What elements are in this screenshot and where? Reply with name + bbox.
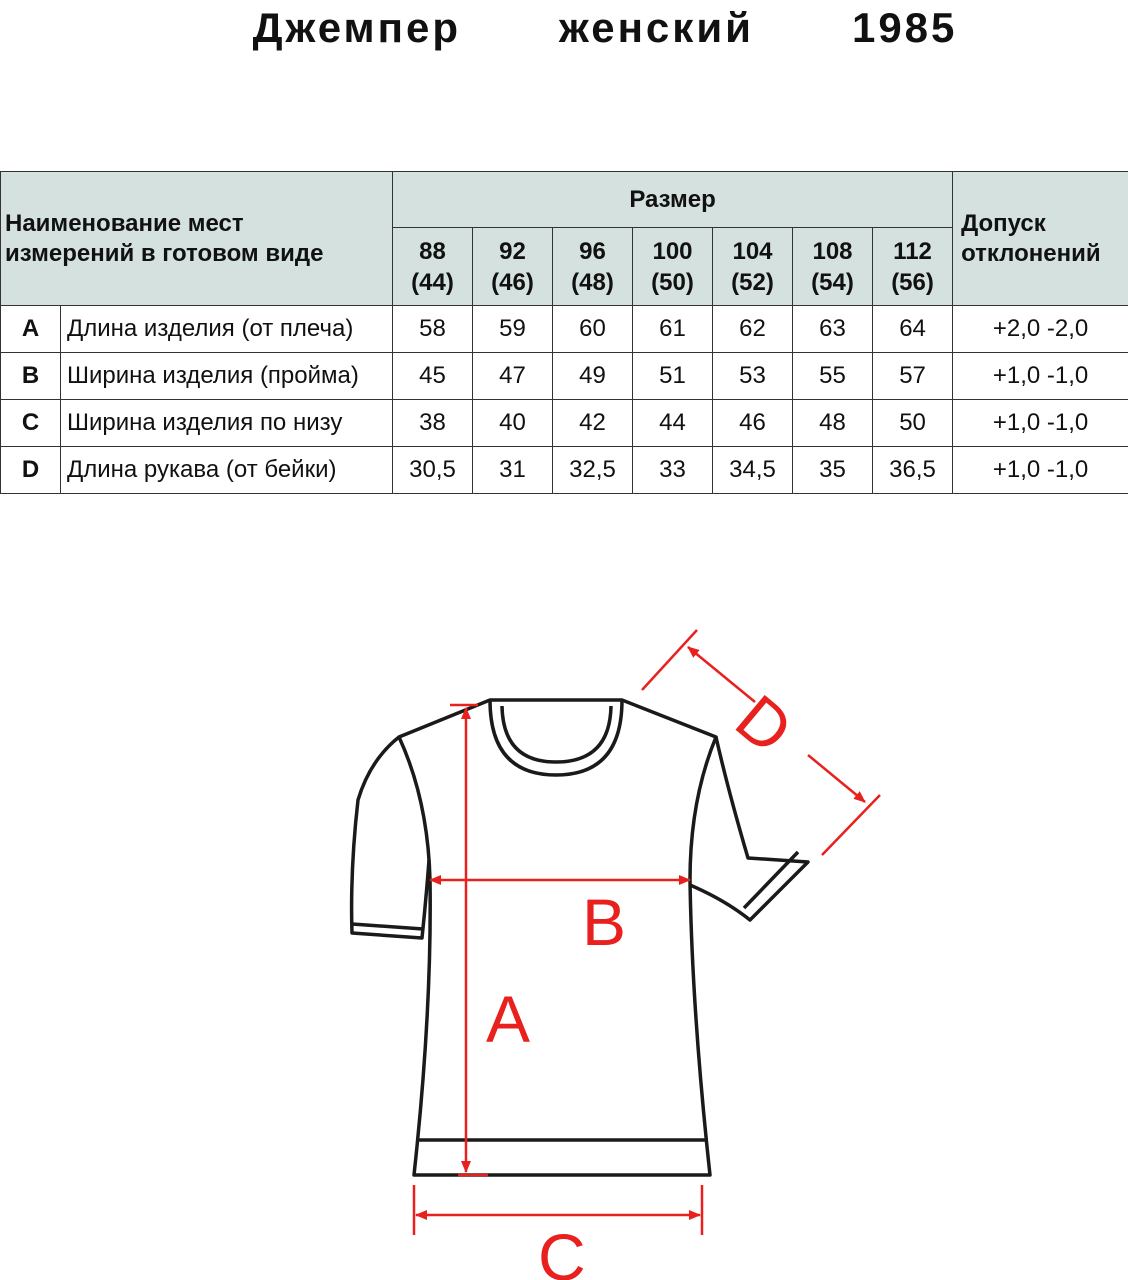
- row-value: 55: [793, 353, 873, 400]
- size-number-alt: (52): [731, 268, 774, 296]
- size-number-alt: (48): [571, 268, 614, 296]
- row-value: 47: [473, 353, 553, 400]
- size-number: 104: [732, 237, 773, 265]
- row-tolerance: +2,0 -2,0: [953, 306, 1128, 353]
- label-d: D: [722, 680, 807, 768]
- size-number-alt: (50): [651, 268, 694, 296]
- row-value: 46: [713, 400, 793, 447]
- row-value: 31: [473, 447, 553, 494]
- label-a: A: [486, 982, 531, 1056]
- row-letter: A: [1, 306, 61, 353]
- row-value: 38: [393, 400, 473, 447]
- neckline-inner: [502, 706, 611, 762]
- row-value: 34,5: [713, 447, 793, 494]
- row-value: 49: [553, 353, 633, 400]
- measure-d-extension-top: [642, 630, 697, 690]
- row-letter: D: [1, 447, 61, 494]
- size-number-alt: (54): [811, 268, 854, 296]
- row-name: Длина изделия (от плеча): [61, 306, 393, 353]
- row-value: 50: [873, 400, 953, 447]
- row-value: 45: [393, 353, 473, 400]
- size-header: Размер: [393, 172, 953, 228]
- row-value: 40: [473, 400, 553, 447]
- row-value: 57: [873, 353, 953, 400]
- jumper-outline: [352, 700, 808, 1175]
- row-value: 36,5: [873, 447, 953, 494]
- label-b: B: [582, 885, 627, 959]
- page-title: Джемпер женский 1985: [252, 4, 958, 51]
- row-value: 48: [793, 400, 873, 447]
- measurement-lines: [414, 630, 880, 1235]
- size-number-alt: (46): [491, 268, 534, 296]
- row-name: Длина рукава (от бейки): [61, 447, 393, 494]
- row-value: 35: [793, 447, 873, 494]
- row-name: Ширина изделия (пройма): [61, 353, 393, 400]
- measure-d-line-lower: [808, 755, 865, 802]
- row-tolerance: +1,0 -1,0: [953, 353, 1128, 400]
- row-name: Ширина изделия по низу: [61, 400, 393, 447]
- row-value: 61: [633, 306, 713, 353]
- row-value: 53: [713, 353, 793, 400]
- row-value: 51: [633, 353, 713, 400]
- left-sleeve: [352, 737, 429, 938]
- row-value: 63: [793, 306, 873, 353]
- row-value: 44: [633, 400, 713, 447]
- row-value: 59: [473, 306, 553, 353]
- tolerance-header-line2: отклонений: [961, 239, 1101, 267]
- size-number: 100: [652, 237, 693, 265]
- row-tolerance: +1,0 -1,0: [953, 447, 1128, 494]
- tolerance-header-line1: Допуск: [961, 209, 1046, 237]
- row-value: 62: [713, 306, 793, 353]
- size-number: 88: [419, 237, 446, 265]
- row-value: 33: [633, 447, 713, 494]
- size-number-alt: (56): [891, 268, 934, 296]
- size-number: 96: [579, 237, 606, 265]
- label-c: C: [538, 1220, 586, 1280]
- size-number-alt: (44): [411, 268, 454, 296]
- measure-d-line-upper: [688, 647, 755, 702]
- row-value: 30,5: [393, 447, 473, 494]
- left-sleeve-cuff: [352, 924, 423, 929]
- row-tolerance: +1,0 -1,0: [953, 400, 1128, 447]
- row-value: 42: [553, 400, 633, 447]
- measure-d-extension-bottom: [822, 795, 880, 855]
- row-value: 60: [553, 306, 633, 353]
- size-number: 108: [812, 237, 853, 265]
- row-value: 58: [393, 306, 473, 353]
- measurement-name-header-line2: измерений в готовом виде: [5, 239, 324, 267]
- measurement-name-header-line1: Наименование мест: [5, 209, 244, 237]
- row-letter: C: [1, 400, 61, 447]
- row-letter: B: [1, 353, 61, 400]
- row-value: 32,5: [553, 447, 633, 494]
- size-number: 112: [893, 237, 932, 265]
- size-number: 92: [499, 237, 526, 265]
- row-value: 64: [873, 306, 953, 353]
- body-outline: [399, 700, 716, 1175]
